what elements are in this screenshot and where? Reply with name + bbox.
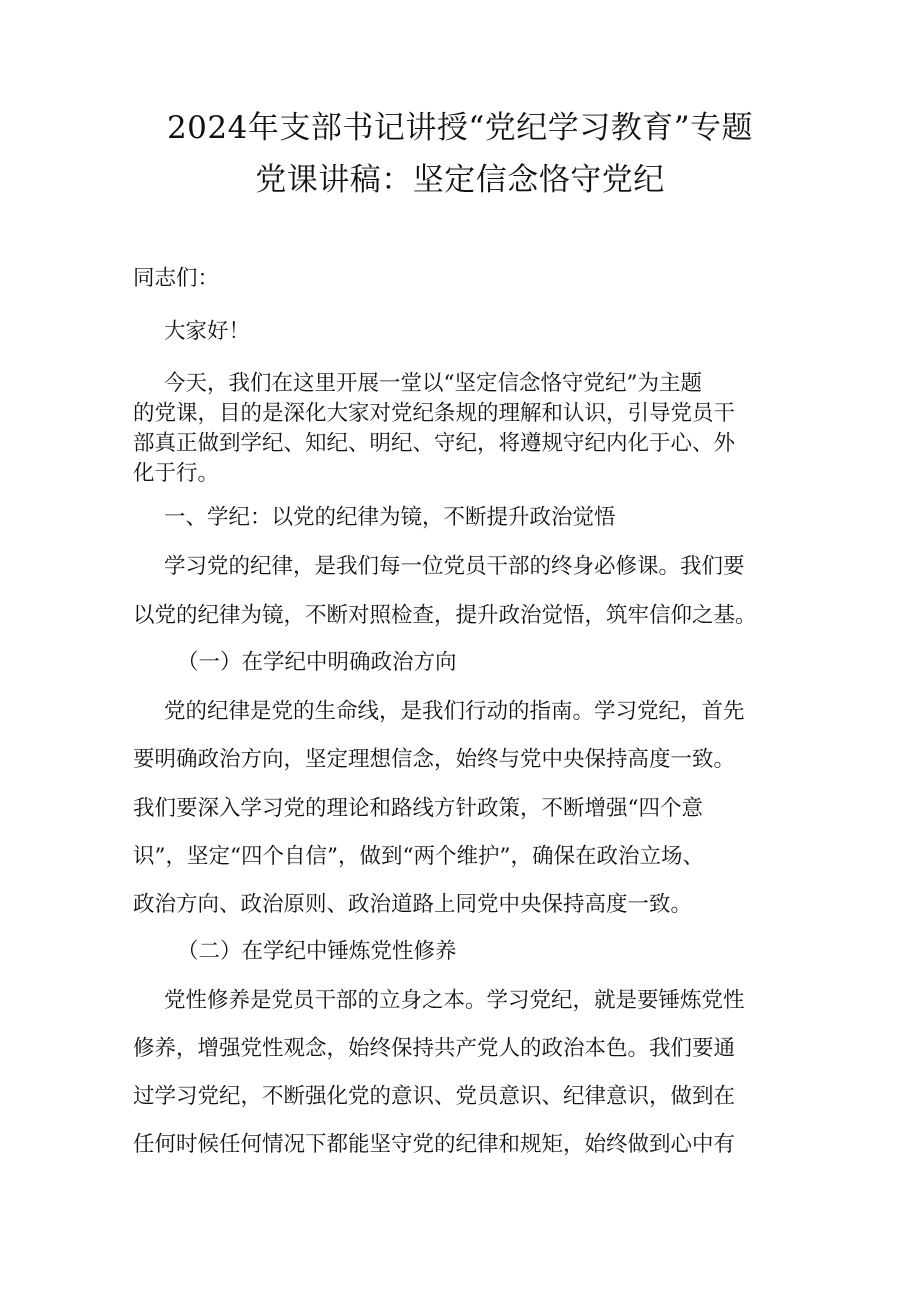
paragraph-line: 今天，我们在这里开展一堂以“坚定信念恪守党纪”为主题	[164, 371, 702, 396]
document-title-line2: 党课讲稿：坚定信念恪守党纪	[255, 162, 665, 198]
paragraph-line: 的党课，目的是深化大家对党纪条规的理解和认识，引导党员干	[133, 401, 736, 426]
subsection-heading-2: （二）在学纪中锤炼党性修养	[177, 939, 457, 964]
section-heading-1: 一、学纪：以党的纪律为镜，不断提升政治觉悟	[164, 505, 616, 530]
paragraph-line: 识”，坚定“四个自信”，做到“两个维护”，确保在政治立场、	[133, 844, 704, 869]
paragraph-line: 政治方向、政治原则、政治道路上同党中央保持高度一致。	[133, 892, 693, 917]
paragraph-line: 化于行。	[133, 461, 220, 486]
paragraph-line: 学习党的纪律，是我们每一位党员干部的终身必修课。我们要	[164, 554, 745, 579]
paragraph-line: 党的纪律是党的生命线，是我们行动的指南。学习党纪，首先	[164, 699, 745, 724]
paragraph-line: 以党的纪律为镜，不断对照检查，提升政治觉悟，筑牢信仰之基。	[133, 603, 757, 628]
paragraph-line: 部真正做到学纪、知纪、明纪、守纪，将遵规守纪内化于心、外	[133, 431, 736, 456]
salutation: 同志们：	[133, 266, 220, 291]
paragraph-line: 要明确政治方向，坚定理想信念，始终与党中央保持高度一致。	[133, 747, 736, 772]
paragraph-line: 过学习党纪，不断强化党的意识、党员意识、纪律意识，做到在	[133, 1084, 736, 1109]
paragraph-line: 党性修养是党员干部的立身之本。学习党纪，就是要锤炼党性	[164, 988, 745, 1013]
document-title-line1: 2024年支部书记讲授“党纪学习教育”专题	[166, 110, 754, 146]
greeting: 大家好！	[164, 319, 251, 344]
subsection-heading-1: （一）在学纪中明确政治方向	[177, 650, 457, 675]
paragraph-line: 修养，增强党性观念，始终保持共产党人的政治本色。我们要通	[133, 1036, 736, 1061]
paragraph-line: 任何时候任何情况下都能坚守党的纪律和规矩，始终做到心中有	[133, 1132, 736, 1157]
paragraph-line: 我们要深入学习党的理论和路线方针政策，不断增强“四个意	[133, 796, 703, 821]
